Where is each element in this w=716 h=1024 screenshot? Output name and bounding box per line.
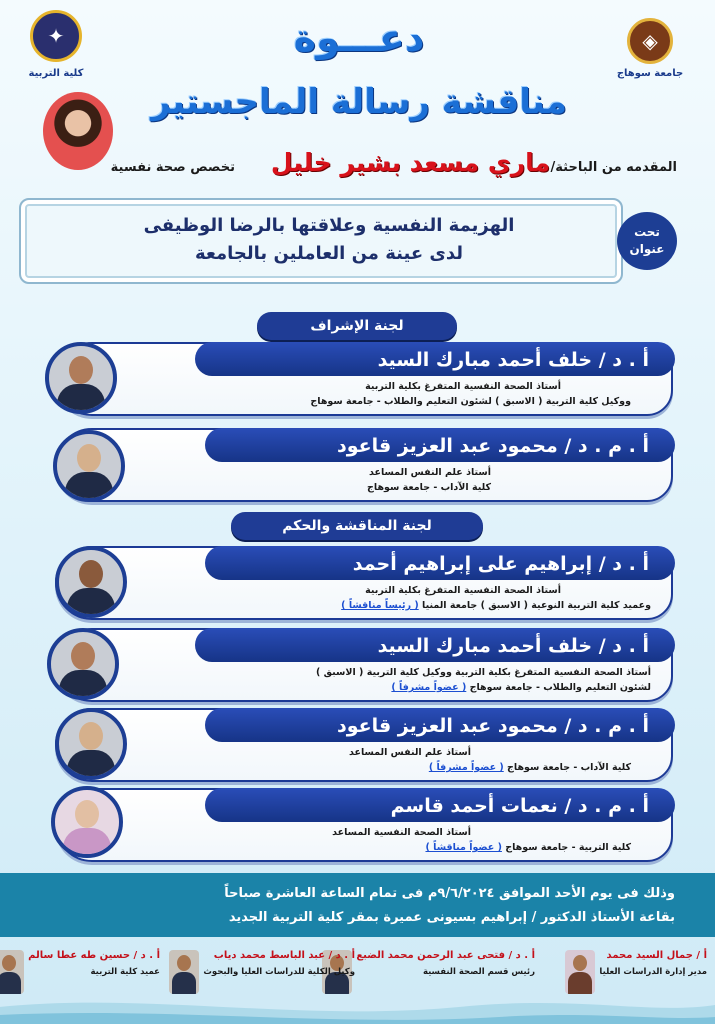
committee-line2 <box>392 682 652 693</box>
signature-name: أ . د / عبد الباسط محمد دياب <box>214 950 356 961</box>
committee-name: أ . م . د / محمود عبد العزيز قاعود <box>337 715 650 737</box>
supervisor-card <box>56 342 674 416</box>
committee-line2 <box>342 600 652 611</box>
committee-card <box>56 628 674 702</box>
supervisor-line1: أستاذ الصحة النفسية المتفرغ بكلية التربية <box>366 381 562 392</box>
committee-role: ( عضواً مشرفاً ) <box>392 682 468 693</box>
venue-banner <box>0 873 716 937</box>
committee-photo <box>56 708 128 780</box>
university-emblem-icon: ◈ <box>628 18 674 64</box>
thesis-tag-line2: عنوان <box>630 242 666 256</box>
thesis-tag-line1: تحت <box>635 225 661 239</box>
committee-card <box>56 708 674 782</box>
committee-line1: أستاذ الصحة النفسية المتفرغ بكلية التربية ووكيل كلية التربية ( الاسبق ) <box>316 667 652 678</box>
footer-wave-decoration <box>0 937 716 1024</box>
committee-line1: أستاذ الصحة النفسية المتفرغ بكلية التربية <box>366 585 562 596</box>
committee-role: ( عضواً مشرفاً ) <box>429 762 505 773</box>
supervisor-photo <box>54 430 126 502</box>
supervisor-line1: أستاذ علم النفس المساعد <box>369 467 492 478</box>
committee-name: أ . م . د / نعمات أحمد قاسم <box>391 795 650 817</box>
supervisor-photo <box>46 342 118 414</box>
venue-line2: بقاعة الأستاذ الدكتور / إبراهيم بسيونى عميرة بمقر كلية التربية الجديد <box>229 910 676 925</box>
signature-name: أ . د / حسين طه عطا سالم <box>29 950 161 961</box>
supervisor-name: أ . م . د / محمود عبد العزيز قاعود <box>337 435 650 457</box>
supervisor-line2: ووكيل كلية التربية ( الاسبق ) لشئون التعليم والطلاب - جامعة سوهاج <box>311 396 632 407</box>
invitation-title: دعـــوة <box>294 16 426 60</box>
committee-name: أ . د / إبراهيم على إبراهيم أحمد <box>353 553 650 575</box>
faculty-emblem-icon: ✦ <box>31 10 83 62</box>
committee-card <box>56 546 674 620</box>
committee-line1: أستاذ الصحة النفسية المساعد <box>333 827 472 838</box>
signature-name: أ / جمال السيد محمد <box>607 950 708 961</box>
thesis-title-line1: الهزيمة النفسية وعلاقتها بالرضا الوظيفى <box>144 215 516 236</box>
supervisor-name: أ . د / خلف أحمد مبارك السيد <box>378 349 650 371</box>
signature-title: رئيس قسم الصحة النفسية <box>423 967 536 977</box>
venue-line1: وذلك فى يوم الأحد الموافق ٩/٦/٢٠٢٤م فى تمام الساعة العاشرة صباحاً <box>225 886 676 901</box>
supervisor-card <box>56 428 674 502</box>
committee-line1: أستاذ علم النفس المساعد <box>349 747 472 758</box>
committee-role: ( عضواً مناقشاً ) <box>426 842 503 853</box>
committee-line2 <box>430 762 632 773</box>
committee-role: ( رئيساً مناقشاً ) <box>342 600 420 611</box>
committee-name: أ . د / خلف أحمد مبارك السيد <box>378 635 650 657</box>
university-logo-caption: جامعة سوهاج <box>617 68 685 79</box>
committee-photo <box>56 546 128 618</box>
faculty-logo-caption: كلية التربية <box>29 68 85 79</box>
thesis-tag <box>618 212 678 270</box>
researcher-photo <box>44 92 114 170</box>
committee-line2-text: وعميد كلية التربية النوعية ( الاسبق ) جامعة المنيا <box>423 600 652 611</box>
education-faculty-logo <box>12 10 102 79</box>
committee-line2-text: كلية التربية - جامعة سوهاج <box>506 842 632 853</box>
committee-heading: لجنة المناقشة والحكم <box>232 512 484 540</box>
presenter-prefix: المقدمه من الباحثة/ <box>551 160 678 175</box>
presenter-name: ماري مسعد بشير خليل <box>271 148 551 177</box>
signature-title: مدير إدارة الدراسات العليا <box>600 967 708 977</box>
signature-title: عميد كلية التربية <box>91 967 161 977</box>
presenter-specialization: تخصص صحة نفسية <box>111 160 236 175</box>
committee-line2-text: لشئون التعليم والطلاب - جامعة سوهاج <box>470 682 652 693</box>
signature-title: وكيل الكلية للدراسات العليا والبحوث <box>204 967 356 977</box>
signature-name: أ . د / فتحى عبد الرحمن محمد الضبع <box>357 950 536 961</box>
supervision-heading: لجنة الإشراف <box>258 312 458 340</box>
thesis-title-line2: لدى عينة من العاملين بالجامعة <box>195 243 465 264</box>
sohag-university-logo <box>606 18 696 79</box>
committee-photo <box>52 786 124 858</box>
event-title: مناقشة رسالة الماجستير <box>151 82 568 122</box>
supervisor-line2: كلية الآداب - جامعة سوهاج <box>368 482 492 493</box>
committee-line2 <box>426 842 632 853</box>
committee-photo <box>48 628 120 700</box>
committee-card <box>56 788 674 862</box>
committee-line2-text: كلية الآداب - جامعة سوهاج <box>508 762 632 773</box>
